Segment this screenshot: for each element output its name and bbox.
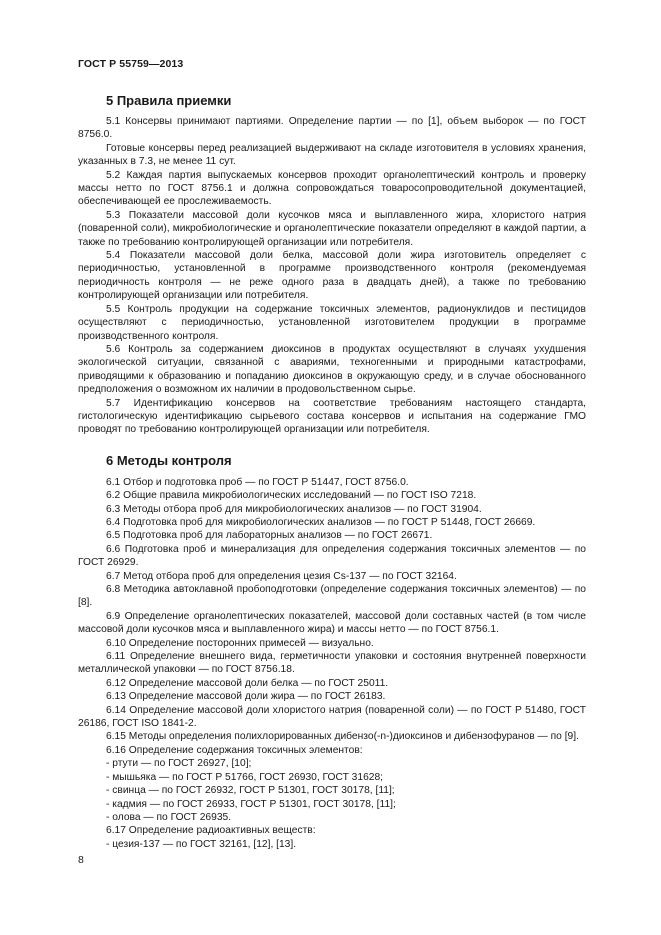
- list-subitem: - олова — по ГОСТ 26935.: [106, 811, 232, 823]
- paragraph: 5.4 Показатели массовой доли белка, массовой доли жира изготовитель определяет с периодичностью, установленной в программе производственного контроля (рекомендуемая периодичность контроля — не реже одного раза в двадцать дней), а также по требованию контролирующей организации или потребителя.: [78, 250, 586, 302]
- list-subitem: - мышьяка — по ГОСТ Р 51766, ГОСТ 26930, ГОСТ 31628;: [106, 771, 384, 783]
- list-item: 6.2 Общие правила микробиологических исследований — по ГОСТ ISO 7218.: [106, 490, 477, 502]
- paragraph: 5.3 Показатели массовой доли кусочков мяса и выплавленного жира, хлористого натрия (поваренной соли), микробиологические и органолептические показатели определяют в каждой партии, а также по требованию контролирующей организации или потребителя.: [78, 209, 586, 248]
- list-item: 6.11 Определение внешнего вида, герметичности упаковки и состояния внутренней поверхности металлической упаковки — по ГОСТ 8756.18.: [78, 651, 586, 676]
- list-subitem: - свинца — по ГОСТ 26932, ГОСТ Р 51301, ГОСТ 30178, [11];: [106, 785, 395, 797]
- paragraph: 5.1 Консервы принимают партиями. Определение партии — по [1], объем выборок — по ГОСТ 8756.0.: [78, 116, 586, 141]
- section-6-title: 6 Методы контроля: [106, 452, 232, 468]
- list-item: 6.1 Отбор и подготовка проб — по ГОСТ Р 51447, ГОСТ 8756.0.: [106, 476, 409, 488]
- paragraph: 5.2 Каждая партия выпускаемых консервов проходит органолептический контроль и проверку массы нетто по ГОСТ 8756.1 и должна сопровождаться товаросопроводительной документацией, обеспечивающей ее прослеживаемость.: [78, 169, 586, 208]
- page-number: 8: [78, 854, 84, 866]
- list-item: 6.9 Определение органолептических показателей, массовой доли составных частей (в том числе массовой доли кусочков мяса и выплавленного жира) и массы нетто — по ГОСТ 8756.1.: [78, 610, 586, 636]
- list-item: 6.16 Определение содержания токсичных элементов:: [106, 744, 363, 756]
- list-item: 6.15 Методы определения полихлорированных дибензо(-n-)диоксинов и дибензофуранов — по [9].: [106, 731, 579, 743]
- list-item: 6.13 Определение массовой доли жира — по ГОСТ 26183.: [106, 691, 386, 703]
- list-item: 6.4 Подготовка проб для микробиологических анализов — по ГОСТ Р 51448, ГОСТ 26669.: [106, 516, 536, 528]
- list-item: 6.8 Методика автоклавной пробоподготовки (определение содержания токсичных элементов) — по [8].: [78, 584, 586, 609]
- list-item: 6.14 Определение массовой доли хлористого натрия (поваренной соли) — по ГОСТ Р 51480, ГОСТ 26186, ГОСТ ISO 1841-2.: [78, 704, 586, 730]
- list-item: 6.10 Определение посторонних примесей — визуально.: [106, 637, 374, 649]
- radioactive-list: [78, 838, 586, 851]
- document-header: ГОСТ Р 55759—2013: [78, 58, 184, 70]
- list-item: 6.3 Методы отбора проб для микробиологических анализов — по ГОСТ 31904.: [106, 503, 482, 515]
- list-subitem: - кадмия — по ГОСТ 26933, ГОСТ Р 51301, ГОСТ 30178, [11];: [106, 798, 396, 810]
- page-content: [78, 93, 586, 851]
- toxic-elements-list: [78, 757, 586, 824]
- list-item: 6.7 Метод отбора проб для определения цезия Cs-137 — по ГОСТ 32164.: [106, 570, 457, 582]
- paragraph: 5.6 Контроль за содержанием диоксинов в продуктах осуществляют в случаях ухудшения экологической ситуации, связанной с авариями, техногенными и природными катастрофами, приводящими к образованию и попаданию диоксинов в окружающую среду, и в случае обоснованного предположения о возможном их наличии в продовольственном сырье.: [78, 343, 586, 396]
- list-item: 6.12 Определение массовой доли белка — по ГОСТ 25011.: [106, 677, 389, 689]
- list-item: 6.5 Подготовка проб для лабораторных анализов — по ГОСТ 26671.: [106, 530, 433, 542]
- section-6-body: [78, 476, 586, 851]
- section-5-body: [78, 115, 586, 437]
- list-subitem: - ртути — по ГОСТ 26927, [10];: [106, 758, 252, 770]
- list-item: 6.17 Определение радиоактивных веществ:: [106, 825, 316, 837]
- list-item: 6.6 Подготовка проб и минерализация для определения содержания токсичных элементов — по ГОСТ 26929.: [78, 543, 586, 569]
- section-5-title: 5 Правила приемки: [106, 93, 232, 108]
- paragraph: Готовые консервы перед реализацией выдерживают на складе изготовителя в условиях хранения, указанных в 7.3, не менее 11 сут.: [78, 142, 586, 168]
- list-subitem: - цезия-137 — по ГОСТ 32161, [12], [13].: [106, 838, 297, 850]
- paragraph: 5.7 Идентификацию консервов на соответствие требованиям настоящего стандарта, гистологическую идентификацию сырьевого состава консервов и испытания на содержание ГМО проводят по требованию контролирующей организации или потребителя.: [78, 397, 586, 436]
- paragraph: 5.5 Контроль продукции на содержание токсичных элементов, радионуклидов и пестицидов осуществляют с периодичностью, установленной изготовителем продукции в программе производственного контроля.: [78, 303, 586, 342]
